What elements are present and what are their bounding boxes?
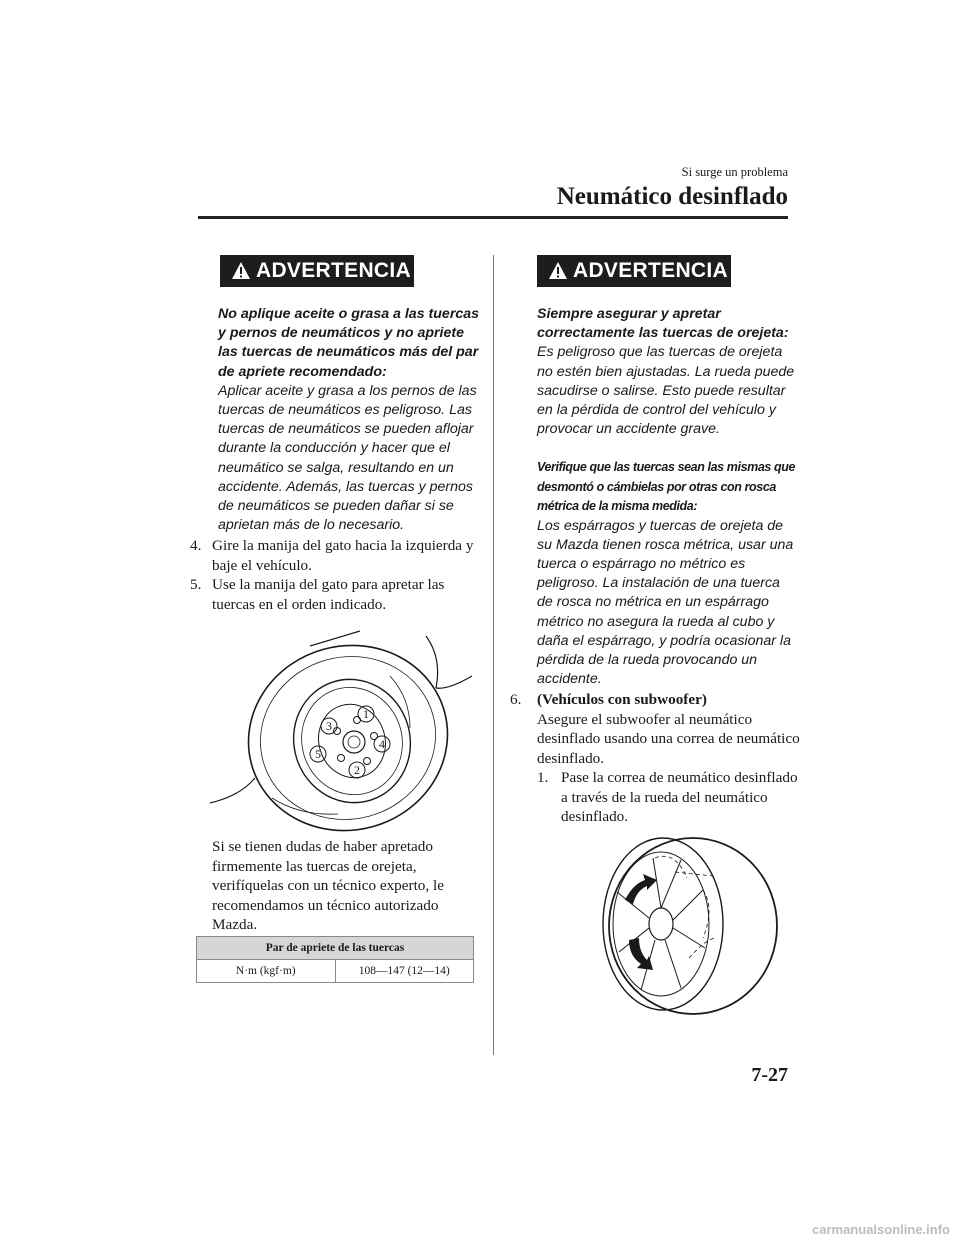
section-header: Si surge un problema xyxy=(681,165,788,179)
page-number: 7-27 xyxy=(751,1064,788,1086)
warning-banner-left xyxy=(220,255,414,287)
step-text: Gire la manija del gato hacia la izquierda y baje el vehículo. xyxy=(212,537,474,574)
header-rule xyxy=(198,216,788,219)
step-text: Pase la correa de neumático desinflado a través de la rueda del neumático desinflado. xyxy=(561,769,798,825)
nut-number-2: 2 xyxy=(354,763,360,777)
warning-label: ADVERTENCIA xyxy=(256,259,411,282)
warning-label: ADVERTENCIA xyxy=(573,259,728,282)
note-paragraph: Si se tienen dudas de haber apretado firmemente las tuercas de orejeta, verifíquelas con un técnico experto, le recomendamos un técnico autorizado Mazda. xyxy=(212,838,444,933)
table-header: Par de apriete de las tuercas xyxy=(197,937,474,960)
torque-table xyxy=(196,936,474,983)
step-6 xyxy=(510,690,800,768)
watermark: carmanualsonline.info xyxy=(812,1222,950,1237)
step-text: Use la manija del gato para apretar las tuercas en el orden indicado. xyxy=(212,576,445,613)
step-title: (Vehículos con subwoofer) xyxy=(537,691,707,708)
warning-block-left xyxy=(218,305,480,535)
wheel-strap-illustration xyxy=(585,828,780,1018)
warning-icon xyxy=(548,261,568,280)
warning-title: No aplique aceite o grasa a las tuercas y pernos de neumáticos y no apriete las tuercas de neumáticos más del par de apriete recomendado: xyxy=(218,306,480,380)
step-number: 1. xyxy=(537,769,549,786)
step-5 xyxy=(190,575,478,614)
table-value-cell: 108—147 (12—14) xyxy=(335,960,474,983)
warning-block-right-1 xyxy=(537,305,799,439)
nut-number-4: 4 xyxy=(379,737,385,751)
step-number: 5. xyxy=(190,576,202,593)
warning-icon xyxy=(231,261,251,280)
page-title: Neumático desinflado xyxy=(556,183,788,210)
nut-number-1: 1 xyxy=(363,707,369,721)
warning-banner-right xyxy=(537,255,731,287)
warning-title: Siempre asegurar y apretar correctamente las tuercas de orejeta: xyxy=(537,306,789,342)
substep-1 xyxy=(537,768,799,827)
warning-block-right-2 xyxy=(537,458,799,689)
warning-text: Aplicar aceite y grasa a los pernos de las tuercas de neumáticos es peligroso. Las tuercas de neumáticos se pueden aflojar durante la conducción y hacer que el neumático se salga, resultando en un accidente. Además, las tuercas y pernos de neumáticos se pueden dañar si se aprietan más de lo necesario. xyxy=(218,382,477,534)
warning-text: Es peligroso que las tuercas de orejeta no estén bien ajustadas. La rueda puede sacudirse o salirse. Esto puede resultar en la pérdida de control del vehículo y provocar un accidente grave. xyxy=(537,344,795,438)
warning-title: Verifique que las tuercas sean las mismas que desmontó o cámbielas por otras con rosca métrica de la misma medida: xyxy=(537,460,796,513)
nut-number-5: 5 xyxy=(315,747,321,761)
step-text: Asegure el subwoofer al neumático desinflado usando una correa de neumático desinflado. xyxy=(537,710,800,767)
tire-lug-nut-illustration xyxy=(210,628,480,833)
table-unit-cell: N·m (kgf·m) xyxy=(197,960,336,983)
warning-text: Los espárragos y tuercas de orejeta de su Mazda tienen rosca métrica, usar una tuerca o espárrago no métrico es peligroso. La instalación de una tuerca de rosca no métrica en un espárrago métrico no asegura la rueda al cubo y daña el espárrago, y podría ocasionar la pérdida de la rueda provocando un accidente. xyxy=(537,517,794,688)
column-divider xyxy=(493,255,494,1055)
nut-number-3: 3 xyxy=(326,719,332,733)
step-number: 4. xyxy=(190,537,202,554)
step-4 xyxy=(190,536,478,575)
step-number: 6. xyxy=(510,691,522,708)
